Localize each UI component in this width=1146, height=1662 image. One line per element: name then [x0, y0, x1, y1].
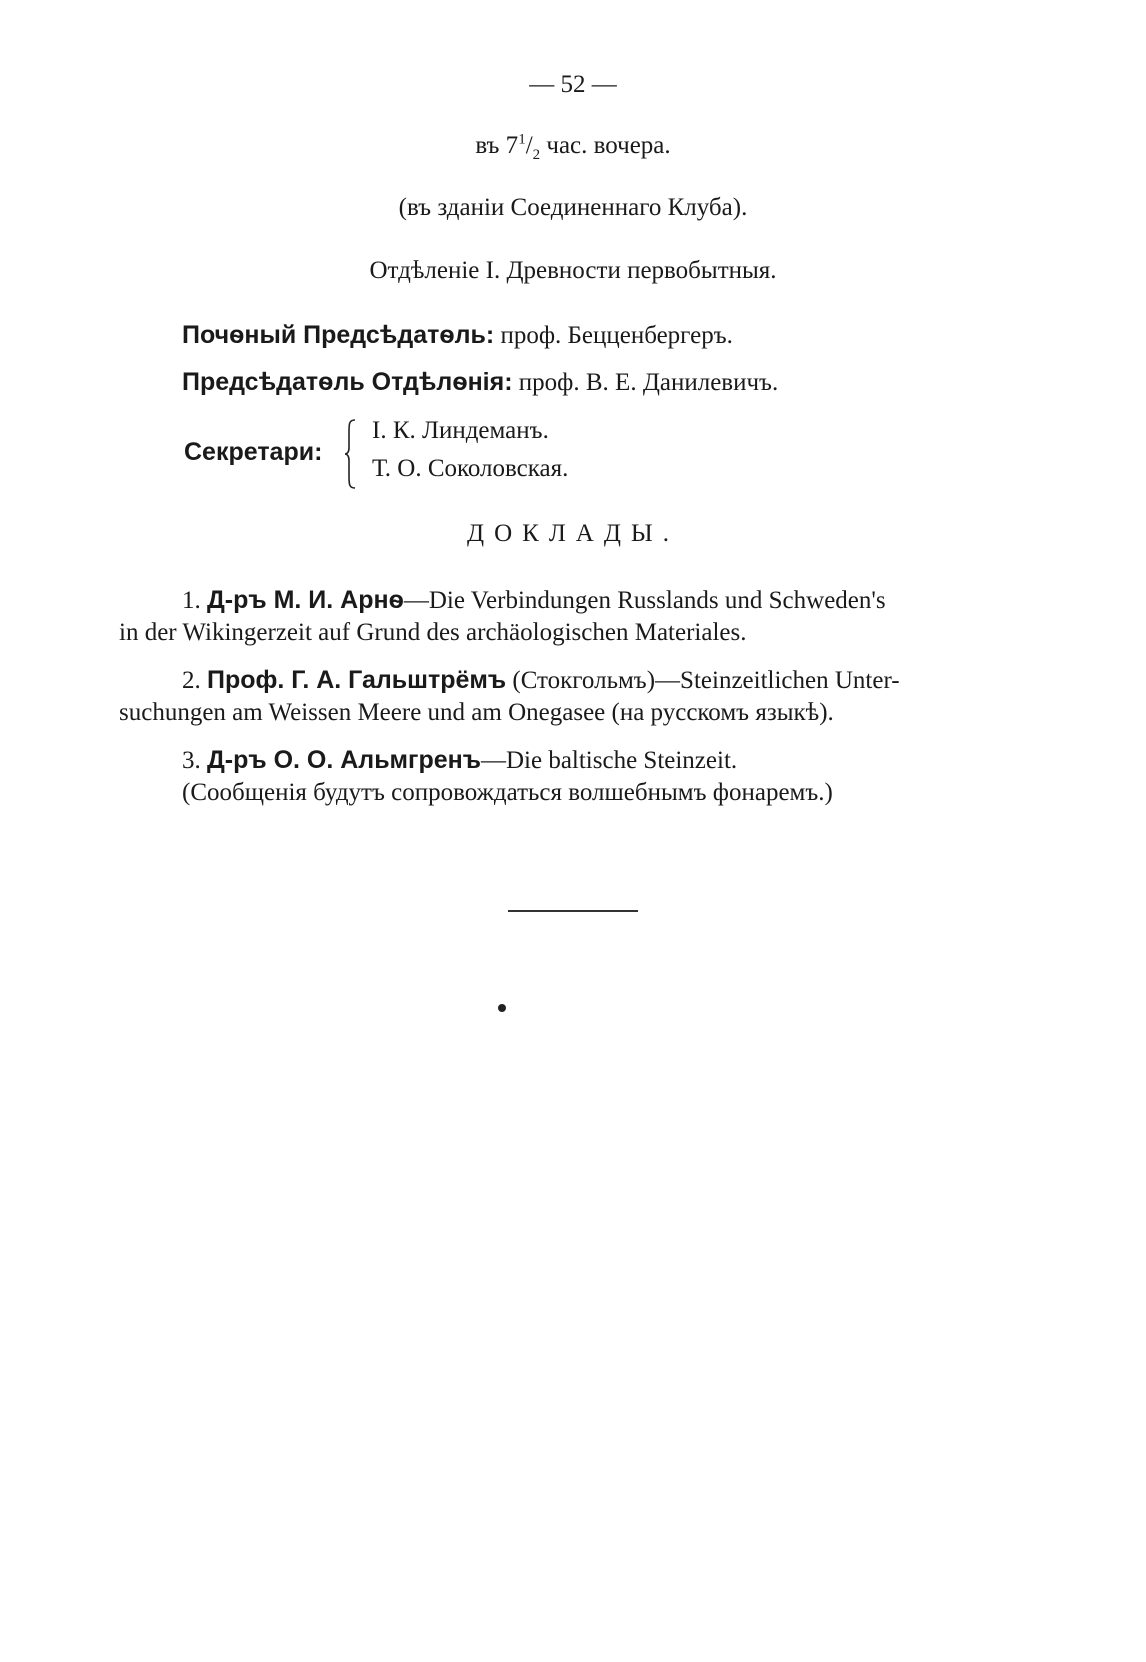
time-suffix: час. вочера.: [540, 132, 671, 159]
section-title: Отдѣленіе I. Древности первобытныя.: [369, 257, 777, 284]
report-1-line-1: [182, 585, 886, 616]
honorary-chair-label: Почѳный Предсѣдатѳль:: [182, 321, 495, 349]
closing-rule: [508, 910, 638, 912]
report-3-line-1: [182, 745, 737, 776]
reports-heading: ДОКЛАДЫ.: [467, 520, 679, 547]
session-time: [0, 131, 1146, 161]
report-2-line-1: [182, 665, 900, 696]
honorary-chair-name: проф. Бецценбергеръ.: [494, 322, 733, 349]
section-chair-line: [182, 367, 778, 398]
report-3-title-part1: —Die baltische Steinzeit.: [480, 747, 738, 774]
report-1-author: Д-ръ М. И. Арнѳ: [207, 586, 404, 614]
time-fraction-numerator: 1: [518, 131, 526, 148]
time-fraction-slash: /: [525, 132, 533, 159]
secretaries-label: Секретари:: [184, 438, 323, 466]
venue: (въ зданіи Соединеннаго Клуба).: [398, 194, 748, 221]
curly-brace-icon: [345, 418, 357, 490]
report-2-author: Проф. Г. А. Гальштрёмъ: [207, 666, 507, 694]
section-chair-name: проф. В. Е. Данилевичъ.: [512, 369, 779, 396]
honorary-chair-line: [182, 320, 733, 351]
report-1-number: 1.: [182, 587, 207, 614]
report-3-line-2: (Сообщенія будутъ сопровождаться волшебнымъ фонаремъ.): [182, 779, 833, 806]
report-1-title-part1: —Die Verbindungen Russlands und Schweden's: [403, 587, 886, 614]
secretary-name-1: І. К. Линдеманъ.: [372, 417, 549, 444]
report-3-number: 3.: [182, 747, 207, 774]
time-fraction-denominator: 2: [532, 147, 541, 163]
report-3-author: Д-ръ О. О. Альмгренъ: [207, 746, 481, 774]
report-2-line-2: suchungen am Weissen Meere und am Onegasee (на русскомъ языкѣ).: [119, 699, 834, 726]
report-2-title-part1: (Стокгольмъ)—Steinzeitlichen Unter-: [506, 667, 900, 694]
time-prefix: въ 7: [475, 132, 519, 159]
secretary-name-2: Т. О. Соколовская.: [372, 455, 569, 482]
report-2-number: 2.: [182, 667, 207, 694]
page-number: — 52 —: [529, 71, 617, 98]
ink-dot: [498, 1004, 506, 1012]
section-chair-label: Предсѣдатѳль Отдѣлѳнія:: [182, 368, 513, 396]
report-1-line-2: in der Wikingerzeit auf Grund des archäologischen Materiales.: [119, 619, 747, 646]
